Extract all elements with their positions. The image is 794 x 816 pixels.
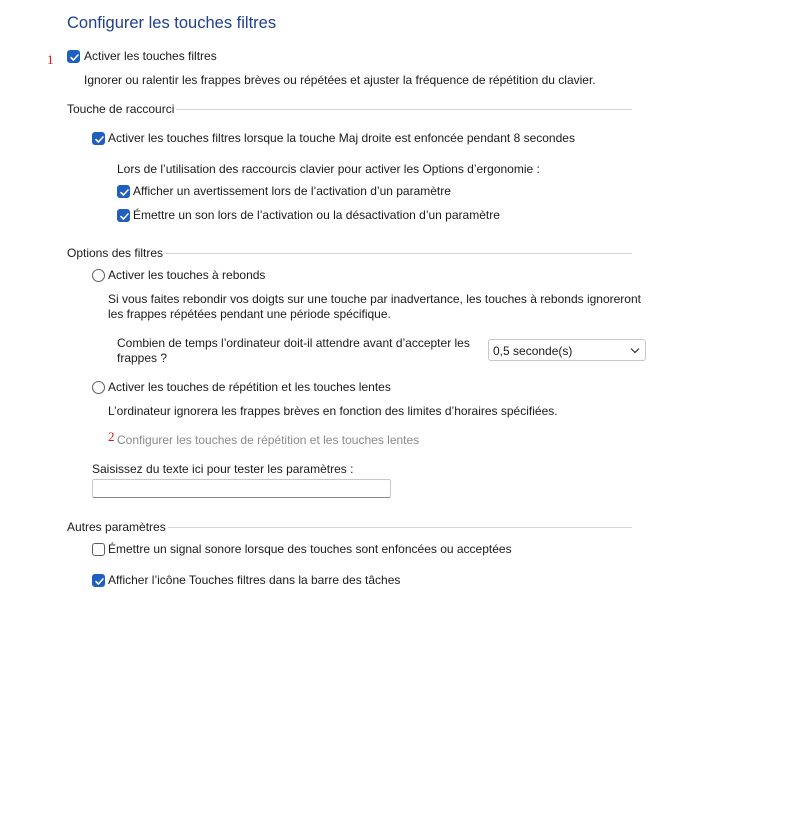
checkmark-icon [119,211,130,222]
shortcut-enable-checkbox[interactable] [92,132,105,145]
wait-time-dropdown[interactable] [488,339,646,361]
checkmark-icon [94,134,105,145]
repeat-slow-keys-description: L’ordinateur ignorera les frappes brèves en fonction des limites d’horaires spécifiées. [108,404,558,418]
section-divider [176,109,632,110]
ergonomics-intro-text: Lors de l’utilisation des raccourcis clavier pour activer les Options d’ergonomie : [117,162,540,176]
test-prompt-label: Saisissez du texte ici pour tester les paramètres : [92,462,354,476]
other-settings-heading: Autres paramètres [67,520,166,534]
warning-checkbox[interactable] [117,185,130,198]
tray-icon-label[interactable]: Afficher l’icône Touches filtres dans la barre des tâches [108,573,401,587]
annotation-marker-2: 2 [108,429,115,444]
wait-time-value: 0,5 seconde(s) [493,344,573,358]
checkmark-icon [94,576,105,587]
annotation-marker-1: 1 [47,52,54,67]
repeat-slow-keys-label[interactable]: Activer les touches de répétition et les touches lentes [108,380,391,394]
beep-checkbox[interactable] [92,543,105,556]
repeat-slow-keys-radio[interactable] [92,381,105,394]
section-divider [168,527,632,528]
section-divider [163,253,632,254]
sound-checkbox[interactable] [117,209,130,222]
filter-keys-description: Ignorer ou ralentir les frappes brèves ou répétées et ajuster la fréquence de répétition du clavier. [84,73,596,87]
bounce-keys-description-line1: Si vous faites rebondir vos doigts sur une touche par inadvertance, les touches à rebonds ignoreront [108,292,641,306]
shortcut-section-heading: Touche de raccourci [67,102,175,116]
bounce-keys-label[interactable]: Activer les touches à rebonds [108,268,266,282]
sound-label[interactable]: Émettre un son lors de l’activation ou la désactivation d’un paramètre [133,208,500,222]
filter-options-heading: Options des filtres [67,246,164,260]
test-text-input[interactable] [92,479,391,498]
tray-icon-checkbox[interactable] [92,574,105,587]
page-title: Configurer les touches filtres [67,14,277,32]
configure-repeat-slow-keys-link[interactable]: Configurer les touches de répétition et les touches lentes [117,433,420,447]
beep-label[interactable]: Émettre un signal sonore lorsque des touches sont enfoncées ou acceptées [108,542,512,556]
checkmark-icon [119,187,130,198]
bounce-keys-description-line2: les frappes répétées pendant une période spécifique. [108,307,391,321]
enable-filter-keys-label[interactable]: Activer les touches filtres [84,49,217,63]
chevron-down-icon [630,347,640,354]
enable-filter-keys-checkbox[interactable] [67,50,80,63]
checkmark-icon [69,52,80,63]
shortcut-enable-label[interactable]: Activer les touches filtres lorsque la touche Maj droite est enfoncée pendant 8 secondes [108,131,575,145]
wait-question-line1: Combien de temps l’ordinateur doit-il attendre avant d’accepter les [117,336,470,350]
bounce-keys-radio[interactable] [92,269,105,282]
wait-question-line2: frappes ? [117,351,168,365]
warning-label[interactable]: Afficher un avertissement lors de l’activation d’un paramètre [133,184,451,198]
